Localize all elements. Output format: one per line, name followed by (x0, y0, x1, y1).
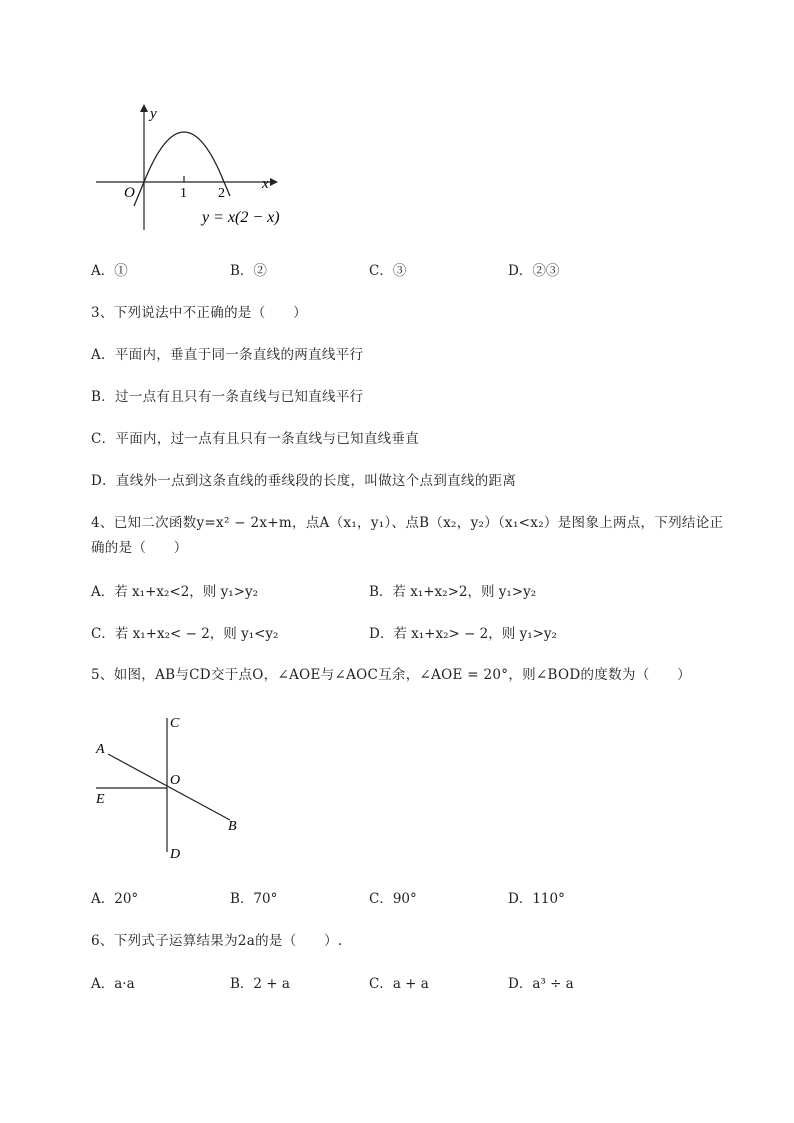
q4-option-b[interactable]: B．若 x₁+x₂>2，则 y₁>y₂ (369, 584, 537, 600)
q6-option-c[interactable]: C．a + a (369, 976, 429, 992)
x-axis-arrow (270, 178, 278, 186)
q2-option-d[interactable]: D．②③ (508, 263, 560, 279)
q6-stem: 6、下列式子运算结果为2a的是（ ）. (91, 933, 343, 949)
q4-option-a[interactable]: A．若 x₁+x₂<2，则 y₁>y₂ (91, 584, 258, 600)
label-o: O (170, 773, 181, 788)
q4-option-c[interactable]: C．若 x₁+x₂< − 2，则 y₁<y₂ (91, 626, 279, 642)
q6-option-a[interactable]: A．a·a (91, 976, 135, 992)
x-axis-label: x (262, 176, 269, 192)
tick-label-1: 1 (180, 186, 187, 201)
q2-option-b[interactable]: B．② (230, 263, 267, 279)
y-axis-arrow (140, 104, 148, 112)
label-a: A (96, 742, 105, 757)
q5-option-d[interactable]: D．110° (508, 891, 565, 907)
label-d: D (170, 847, 181, 862)
q3-option-b[interactable]: B．过一点有且只有一条直线与已知直线平行 (91, 389, 364, 405)
q5-option-b[interactable]: B．70° (230, 891, 278, 907)
parabola-figure (90, 100, 300, 235)
q3-option-d[interactable]: D．直线外一点到这条直线的垂线段的长度，叫做这个点到直线的距离 (91, 473, 517, 489)
y-axis-label: y (150, 106, 157, 122)
q4-option-d[interactable]: D．若 x₁+x₂> − 2，则 y₁>y₂ (369, 626, 557, 642)
line-ab (108, 754, 230, 820)
intersecting-lines-figure (90, 710, 250, 865)
function-formula: y = x(2 − x) (202, 209, 280, 226)
q3-option-c[interactable]: C．平面内，过一点有且只有一条直线与已知直线垂直 (91, 431, 420, 447)
q6-option-b[interactable]: B．2 + a (230, 976, 290, 992)
q3-stem: 3、下列说法中不正确的是（ ） (91, 305, 307, 321)
label-e: E (96, 792, 105, 807)
label-b: B (228, 819, 237, 834)
q2-option-a[interactable]: A．① (91, 263, 128, 279)
q5-stem: 5、如图，AB与CD交于点O，∠AOE与∠AOC互余，∠AOE = 20°，则∠BOD的度数为（ ） (91, 667, 691, 683)
origin-label: O (124, 185, 135, 201)
q5-option-c[interactable]: C．90° (369, 891, 417, 907)
q4-stem-line2: 确的是（ ） (91, 540, 188, 556)
q2-option-c[interactable]: C．③ (369, 263, 407, 279)
q6-option-d[interactable]: D．a³ ÷ a (508, 976, 574, 992)
tick-label-2: 2 (218, 186, 225, 201)
q4-stem-line1: 4、已知二次函数y=x² − 2x+m，点A（x₁，y₁）、点B（x₂，y₂）（x₁<x₂）是图象上两点，下列结论正 (91, 515, 724, 531)
q5-option-a[interactable]: A．20° (91, 891, 139, 907)
label-c: C (170, 716, 180, 731)
q3-option-a[interactable]: A．平面内，垂直于同一条直线的两直线平行 (91, 347, 364, 363)
